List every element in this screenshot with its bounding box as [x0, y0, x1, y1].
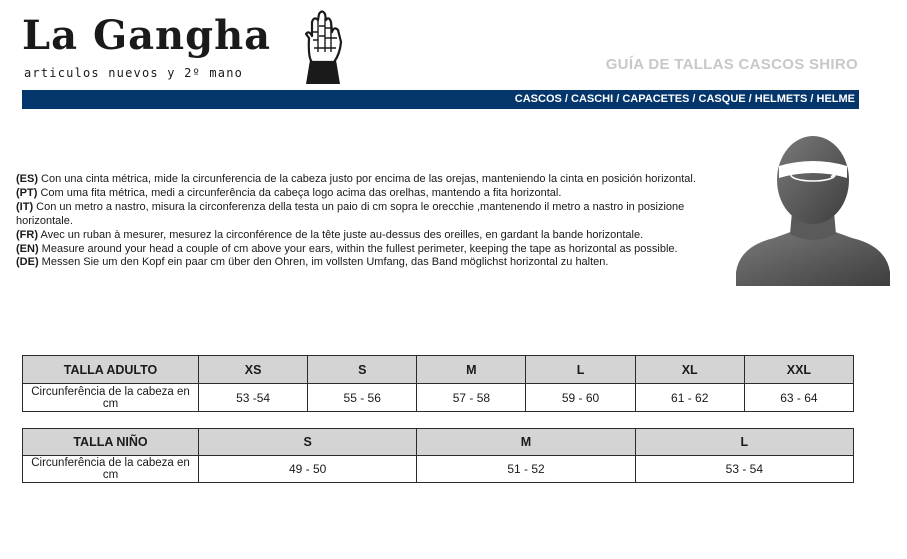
- child-value-s: 49 - 50: [199, 456, 417, 483]
- child-row-label: Circunferência de la cabeza en cm: [23, 456, 199, 483]
- value-l: 59 - 60: [526, 384, 635, 412]
- size-s: S: [308, 356, 417, 384]
- child-size-s: S: [199, 429, 417, 456]
- child-header-label: TALLA NIÑO: [23, 429, 199, 456]
- child-size-table: [22, 428, 854, 483]
- size-l: L: [526, 356, 635, 384]
- adult-size-table: [22, 355, 854, 412]
- instruction-it: (IT) Con un metro a nastro, misura la circonferenza della testa un paio di cm sopra le orecchie ,mantenendo il metro a nastro in posizione horizontale.: [16, 200, 685, 227]
- instruction-en: (EN) Measure around your head a couple of cm above your ears, within the fullest perimeter, keeping the tape as horizontal as possible.: [16, 242, 678, 255]
- instruction-de: (DE) Messen Sie um den Kopf ein paar cm über den Ohren, im vollsten Umfang, das Band möglichst horizontal zu halten.: [16, 256, 609, 269]
- child-size-l: L: [635, 429, 853, 456]
- instruction-fr: (FR) Avec un ruban à mesurer, mesurez la circonférence de la tête juste au-dessus des oreilles, en gardant la bande horizontale.: [16, 228, 644, 241]
- value-xxl: 63 - 64: [744, 384, 853, 412]
- table-header-row: [23, 356, 854, 384]
- size-xl: XL: [635, 356, 744, 384]
- size-m: M: [417, 356, 526, 384]
- adult-header-label: TALLA ADULTO: [23, 356, 199, 384]
- value-s: 55 - 56: [308, 384, 417, 412]
- instruction-pt: (PT) Com uma fita métrica, medi a circunferência da cabeça logo acima das orelhas, mantendo a fita horizontal.: [16, 186, 562, 199]
- head-measurement-icon: [734, 134, 892, 286]
- size-xs: XS: [199, 356, 308, 384]
- adult-row-label: Circunferência de la cabeza en cm: [23, 384, 199, 412]
- table-header-row: [23, 429, 854, 456]
- guide-title: GUÍA DE TALLAS CASCOS SHIRO: [605, 56, 858, 73]
- gauntlet-hand-icon: [300, 8, 346, 84]
- child-value-m: 51 - 52: [417, 456, 635, 483]
- value-xl: 61 - 62: [635, 384, 744, 412]
- value-m: 57 - 58: [417, 384, 526, 412]
- category-banner: [22, 90, 859, 109]
- child-size-m: M: [417, 429, 635, 456]
- table-row: [23, 384, 854, 412]
- banner-text: CASCOS / CASCHI / CAPACETES / CASQUE / HELMETS / HELME: [514, 93, 855, 105]
- table-row: [23, 456, 854, 483]
- brand-name: La Gangha: [22, 12, 272, 59]
- size-xxl: XXL: [744, 356, 853, 384]
- measurement-instructions: [16, 173, 726, 270]
- child-value-l: 53 - 54: [635, 456, 853, 483]
- value-xs: 53 -54: [199, 384, 308, 412]
- instruction-es: (ES) Con una cinta métrica, mide la circunferencia de la cabeza justo por encima de las orejas, manteniendo la cinta en posición horizontal.: [16, 173, 696, 185]
- brand-tagline: articulos nuevos y 2º mano: [24, 66, 244, 80]
